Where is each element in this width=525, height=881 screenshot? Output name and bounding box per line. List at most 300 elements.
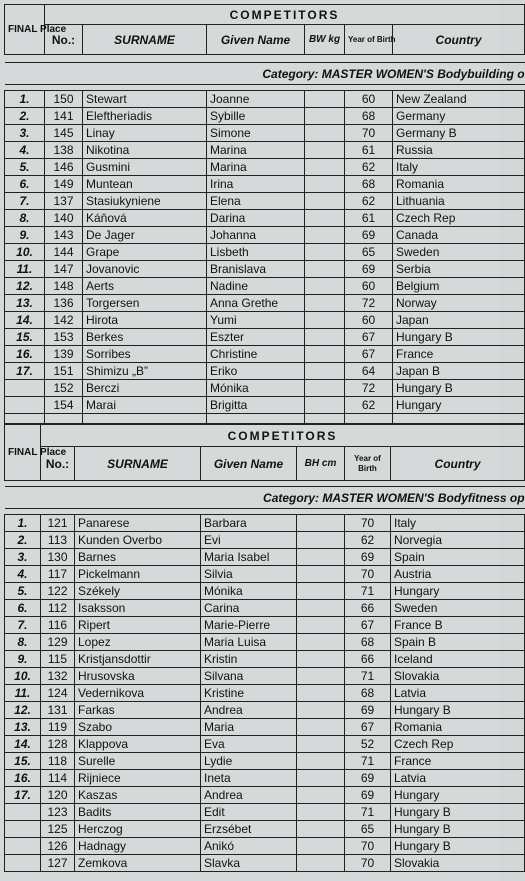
competitor-number: 120 (41, 787, 75, 804)
body-measure (305, 227, 345, 244)
given-name-header: Given Name (201, 447, 297, 481)
surname: Székely (75, 583, 201, 600)
body-measure (305, 397, 345, 414)
year-of-birth: 69 (345, 787, 391, 804)
given-name: Kristin (201, 651, 297, 668)
competitor-number: 140 (45, 210, 83, 227)
body-measure (297, 719, 345, 736)
year-of-birth: 71 (345, 583, 391, 600)
body-measure (305, 244, 345, 261)
competitor-number: 139 (45, 346, 83, 363)
body-measure (297, 532, 345, 549)
competitor-number: 152 (45, 380, 83, 397)
surname: Hrusovska (75, 668, 201, 685)
final-place (5, 855, 41, 872)
final-place: 4. (5, 566, 41, 583)
country: Spain B (391, 634, 525, 651)
final-place: 14. (5, 312, 45, 329)
competitors-header: COMPETITORS (41, 425, 525, 447)
given-name: Eva (201, 736, 297, 753)
country: Norway (393, 295, 525, 312)
table-row (5, 380, 525, 397)
surname: Grape (83, 244, 207, 261)
year-of-birth: 68 (345, 634, 391, 651)
year-of-birth: 72 (345, 380, 393, 397)
given-name-header: Given Name (207, 25, 305, 55)
competitor-number: 123 (41, 804, 75, 821)
country: Romania (393, 176, 525, 193)
surname: Sorribes (83, 346, 207, 363)
competitor-number: 149 (45, 176, 83, 193)
table-row (5, 804, 525, 821)
country: Austria (391, 566, 525, 583)
given-name: Marina (207, 142, 305, 159)
given-name: Slavka (201, 855, 297, 872)
year-of-birth: 52 (345, 736, 391, 753)
final-place: 2. (5, 532, 41, 549)
year-of-birth: 66 (345, 600, 391, 617)
surname: Eleftheriadis (83, 108, 207, 125)
year-of-birth: 62 (345, 159, 393, 176)
table-row (5, 838, 525, 855)
competitor-number: 125 (41, 821, 75, 838)
table-row (5, 566, 525, 583)
final-place: 15. (5, 753, 41, 770)
given-name: Kristine (201, 685, 297, 702)
country: France B (391, 617, 525, 634)
competitor-number: 144 (45, 244, 83, 261)
final-place: 12. (5, 702, 41, 719)
body-measure (297, 651, 345, 668)
competitor-number: 147 (45, 261, 83, 278)
country: Hungary B (393, 380, 525, 397)
given-name: Irina (207, 176, 305, 193)
country: Slovakia (391, 668, 525, 685)
country: Italy (391, 515, 525, 532)
given-name: Eriko (207, 363, 305, 380)
surname: Farkas (75, 702, 201, 719)
table-row (5, 278, 525, 295)
competitor-number: 118 (41, 753, 75, 770)
country: Italy (393, 159, 525, 176)
surname: Klappova (75, 736, 201, 753)
given-name: Silvana (201, 668, 297, 685)
country: Hungary (393, 397, 525, 414)
final-place: 6. (5, 176, 45, 193)
competitor-number: 148 (45, 278, 83, 295)
country: Belgium (393, 278, 525, 295)
bodybuilding-results-table (4, 4, 525, 424)
competitor-number: 142 (45, 312, 83, 329)
final-place: 3. (5, 549, 41, 566)
year-of-birth: 60 (345, 278, 393, 295)
final-place: 17. (5, 363, 45, 380)
surname: Panarese (75, 515, 201, 532)
given-name: Elena (207, 193, 305, 210)
final-place: 12. (5, 278, 45, 295)
surname: Shimizu „B” (83, 363, 207, 380)
given-name: Nadine (207, 278, 305, 295)
country: Latvia (391, 685, 525, 702)
competitor-number: 122 (41, 583, 75, 600)
final-place: 8. (5, 210, 45, 227)
country: Sweden (391, 600, 525, 617)
country: Lithuania (393, 193, 525, 210)
final-place-header: FINAL Place (5, 425, 41, 481)
country: Romania (391, 719, 525, 736)
body-measure (297, 634, 345, 651)
year-of-birth: 69 (345, 261, 393, 278)
final-place (5, 380, 45, 397)
body-measure (297, 600, 345, 617)
surname: Lopez (75, 634, 201, 651)
country: Czech Rep (393, 210, 525, 227)
table-row (5, 702, 525, 719)
table-row (5, 770, 525, 787)
table-row (5, 244, 525, 261)
surname: Linay (83, 125, 207, 142)
year-of-birth: 62 (345, 397, 393, 414)
country: Norvegia (391, 532, 525, 549)
surname: Aerts (83, 278, 207, 295)
surname: Surelle (75, 753, 201, 770)
table-row (5, 753, 525, 770)
year-of-birth: 62 (345, 193, 393, 210)
year-of-birth: 71 (345, 804, 391, 821)
competitor-number: 131 (41, 702, 75, 719)
body-measure (297, 617, 345, 634)
final-place: 15. (5, 329, 45, 346)
surname: Gusmini (83, 159, 207, 176)
year-of-birth: 69 (345, 227, 393, 244)
body-measure (297, 821, 345, 838)
given-name: Anna Grethe (207, 295, 305, 312)
country: Czech Rep (391, 736, 525, 753)
final-place: 10. (5, 668, 41, 685)
surname: Zemkova (75, 855, 201, 872)
given-name: Christine (207, 346, 305, 363)
final-place: 6. (5, 600, 41, 617)
country: New Zealand (393, 91, 525, 108)
surname: Kunden Overbo (75, 532, 201, 549)
year-of-birth: 69 (345, 770, 391, 787)
body-measure (305, 261, 345, 278)
body-measure (297, 583, 345, 600)
given-name: Simone (207, 125, 305, 142)
surname: Marai (83, 397, 207, 414)
final-place: 9. (5, 651, 41, 668)
country: Hungary (391, 787, 525, 804)
surname: Kaszas (75, 787, 201, 804)
body-measure (305, 142, 345, 159)
table-row (5, 634, 525, 651)
table-row (5, 397, 525, 414)
country: Iceland (391, 651, 525, 668)
body-measure (297, 753, 345, 770)
body-measure (297, 770, 345, 787)
year-of-birth: 67 (345, 329, 393, 346)
surname: Stasiukyniene (83, 193, 207, 210)
surname: Szabo (75, 719, 201, 736)
surname: Berczi (83, 380, 207, 397)
final-place: 16. (5, 346, 45, 363)
surname: Hirota (83, 312, 207, 329)
country: Sweden (393, 244, 525, 261)
country-header: Country (391, 447, 525, 481)
given-name: Johanna (207, 227, 305, 244)
year-of-birth: 68 (345, 685, 391, 702)
competitor-number: 127 (41, 855, 75, 872)
competitor-number: 126 (41, 838, 75, 855)
given-name: Sybille (207, 108, 305, 125)
surname-header: SURNAME (75, 447, 201, 481)
final-place (5, 804, 41, 821)
body-measure (297, 549, 345, 566)
body-measure (305, 380, 345, 397)
country: Canada (393, 227, 525, 244)
surname: Káňová (83, 210, 207, 227)
table-row (5, 329, 525, 346)
table-row (5, 108, 525, 125)
competitor-number: 137 (45, 193, 83, 210)
given-name: Carina (201, 600, 297, 617)
given-name: Barbara (201, 515, 297, 532)
body-measure (305, 91, 345, 108)
body-measure (297, 566, 345, 583)
table-row (5, 668, 525, 685)
surname: Berkes (83, 329, 207, 346)
country: Japan B (393, 363, 525, 380)
given-name: Brigitta (207, 397, 305, 414)
table-row (5, 142, 525, 159)
given-name: Maria Luisa (201, 634, 297, 651)
competitor-number: 143 (45, 227, 83, 244)
final-place (5, 821, 41, 838)
no-header: No.: (45, 25, 83, 55)
table-row (5, 159, 525, 176)
given-name: Andrea (201, 702, 297, 719)
body-measure (297, 668, 345, 685)
competitor-number: 128 (41, 736, 75, 753)
competitor-number: 146 (45, 159, 83, 176)
table-row (5, 549, 525, 566)
body-measure (305, 159, 345, 176)
body-measure (305, 363, 345, 380)
country: Hungary B (391, 702, 525, 719)
year-of-birth: 70 (345, 125, 393, 142)
given-name: Darina (207, 210, 305, 227)
body-measure (305, 312, 345, 329)
competitor-number: 124 (41, 685, 75, 702)
surname: Jovanovic (83, 261, 207, 278)
surname-header: SURNAME (83, 25, 207, 55)
body-measure (297, 702, 345, 719)
given-name: Branislava (207, 261, 305, 278)
surname: Barnes (75, 549, 201, 566)
table-row (5, 736, 525, 753)
table-row (5, 346, 525, 363)
body-measure (305, 125, 345, 142)
body-measure (305, 278, 345, 295)
year-of-birth: 67 (345, 346, 393, 363)
given-name: Evi (201, 532, 297, 549)
surname: Hadnagy (75, 838, 201, 855)
year-of-birth-header: Year of Birth (345, 25, 393, 55)
table-row (5, 176, 525, 193)
body-measure (297, 736, 345, 753)
body-measure (297, 804, 345, 821)
surname: Stewart (83, 91, 207, 108)
country: Russia (393, 142, 525, 159)
table-row (5, 295, 525, 312)
given-name: Anikó (201, 838, 297, 855)
given-name: Marina (207, 159, 305, 176)
country: Hungary B (391, 821, 525, 838)
body-measure (305, 295, 345, 312)
given-name: Erzsébet (201, 821, 297, 838)
year-of-birth: 61 (345, 142, 393, 159)
country: France (391, 753, 525, 770)
final-place: 10. (5, 244, 45, 261)
country: Slovakia (391, 855, 525, 872)
final-place: 4. (5, 142, 45, 159)
competitor-number: 136 (45, 295, 83, 312)
given-name: Silvia (201, 566, 297, 583)
year-of-birth: 70 (345, 855, 391, 872)
given-name: Joanne (207, 91, 305, 108)
country-header: Country (393, 25, 525, 55)
year-of-birth: 62 (345, 532, 391, 549)
table-row (5, 210, 525, 227)
table-row (5, 193, 525, 210)
surname: Pickelmann (75, 566, 201, 583)
surname: Muntean (83, 176, 207, 193)
country: Serbia (393, 261, 525, 278)
body-measure (305, 193, 345, 210)
final-place: 8. (5, 634, 41, 651)
year-of-birth: 61 (345, 210, 393, 227)
country: Spain (391, 549, 525, 566)
competitor-number: 132 (41, 668, 75, 685)
year-of-birth: 65 (345, 821, 391, 838)
no-header: No.: (41, 447, 75, 481)
table-row (5, 787, 525, 804)
year-of-birth: 68 (345, 176, 393, 193)
surname: Nikotina (83, 142, 207, 159)
competitor-number: 129 (41, 634, 75, 651)
bh-header: BH cm (297, 447, 345, 481)
final-place: 2. (5, 108, 45, 125)
table-row (5, 600, 525, 617)
table-row (5, 855, 525, 872)
country: Germany B (393, 125, 525, 142)
final-place: 5. (5, 583, 41, 600)
table-row (5, 91, 525, 108)
country: Hungary (391, 583, 525, 600)
year-of-birth: 70 (345, 515, 391, 532)
final-place: 1. (5, 515, 41, 532)
table-row (5, 685, 525, 702)
year-of-birth: 69 (345, 549, 391, 566)
final-place: 3. (5, 125, 45, 142)
final-place-header: FINAL Place (5, 5, 45, 55)
country: Hungary B (391, 804, 525, 821)
competitor-number: 154 (45, 397, 83, 414)
table-row (5, 363, 525, 380)
year-of-birth: 72 (345, 295, 393, 312)
body-measure (305, 329, 345, 346)
final-place: 1. (5, 91, 45, 108)
country: Germany (393, 108, 525, 125)
competitor-number: 150 (45, 91, 83, 108)
table-row (5, 583, 525, 600)
year-of-birth: 65 (345, 244, 393, 261)
country: France (393, 346, 525, 363)
table-row (5, 312, 525, 329)
given-name: Mónika (207, 380, 305, 397)
country: Hungary B (393, 329, 525, 346)
surname: Isaksson (75, 600, 201, 617)
final-place: 16. (5, 770, 41, 787)
surname: Badits (75, 804, 201, 821)
given-name: Edit (201, 804, 297, 821)
table-row (5, 227, 525, 244)
final-place: 7. (5, 193, 45, 210)
surname: Vedernikova (75, 685, 201, 702)
competitor-number: 114 (41, 770, 75, 787)
given-name: Maria Isabel (201, 549, 297, 566)
body-measure (305, 176, 345, 193)
final-place: 17. (5, 787, 41, 804)
final-place: 9. (5, 227, 45, 244)
bodyfitness-results-table (4, 424, 525, 872)
competitor-number: 117 (41, 566, 75, 583)
year-of-birth: 60 (345, 91, 393, 108)
given-name: Lisbeth (207, 244, 305, 261)
surname: Ripert (75, 617, 201, 634)
year-of-birth: 68 (345, 108, 393, 125)
year-of-birth: 60 (345, 312, 393, 329)
year-of-birth: 67 (345, 617, 391, 634)
body-measure (297, 685, 345, 702)
surname: Rijniece (75, 770, 201, 787)
body-measure (297, 515, 345, 532)
given-name: Maria (201, 719, 297, 736)
competitor-number: 130 (41, 549, 75, 566)
table-row (5, 125, 525, 142)
given-name: Lydie (201, 753, 297, 770)
bw-header: BW kg (305, 25, 345, 55)
table-row (5, 261, 525, 278)
competitor-number: 121 (41, 515, 75, 532)
country: Latvia (391, 770, 525, 787)
surname: Kristjansdottir (75, 651, 201, 668)
country: Japan (393, 312, 525, 329)
surname: De Jager (83, 227, 207, 244)
given-name: Marie-Pierre (201, 617, 297, 634)
final-place: 5. (5, 159, 45, 176)
year-of-birth: 70 (345, 838, 391, 855)
table-row (5, 651, 525, 668)
year-of-birth: 66 (345, 651, 391, 668)
given-name: Andrea (201, 787, 297, 804)
year-of-birth: 69 (345, 702, 391, 719)
year-of-birth: 71 (345, 668, 391, 685)
given-name: Yumi (207, 312, 305, 329)
final-place (5, 397, 45, 414)
given-name: Ineta (201, 770, 297, 787)
final-place: 13. (5, 295, 45, 312)
